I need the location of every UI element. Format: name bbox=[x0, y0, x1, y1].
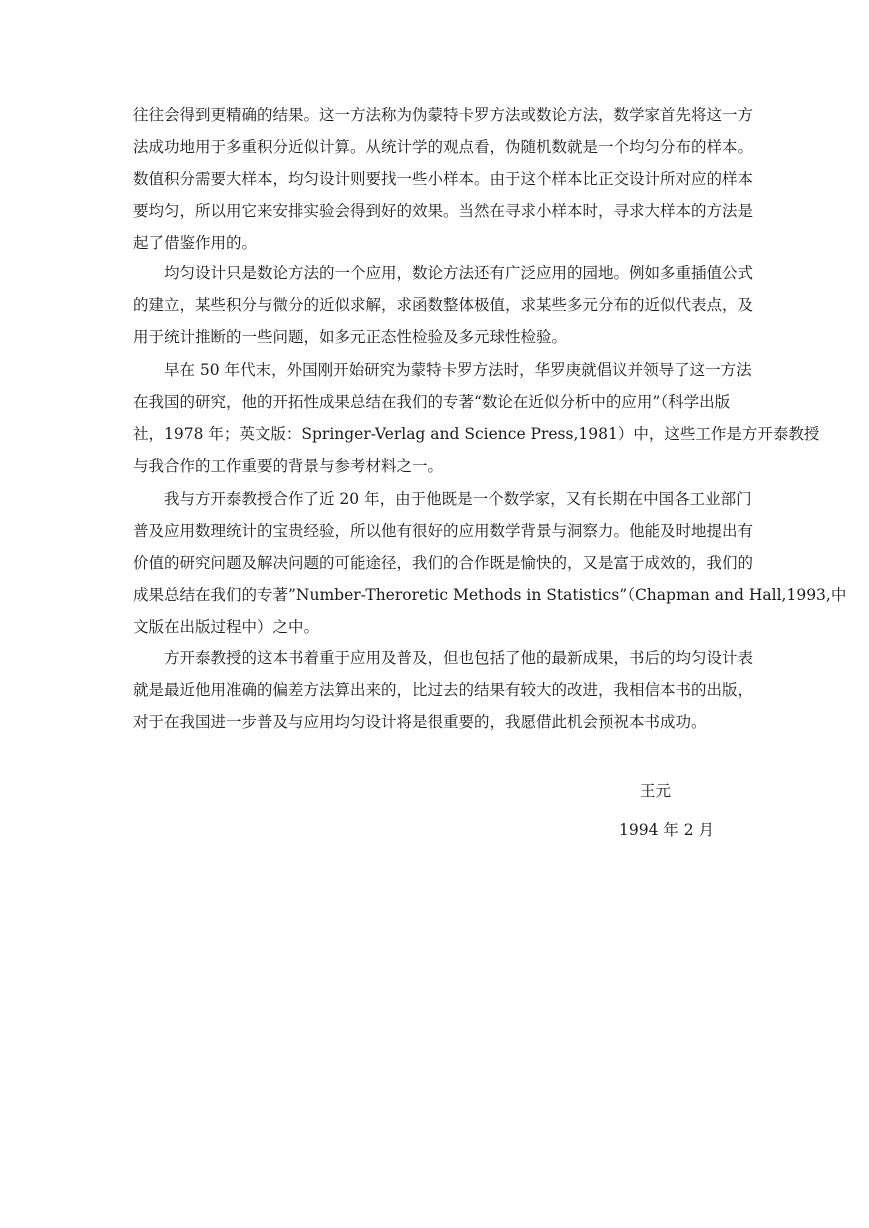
paragraph-line: 成果总结在我们的专著”Number-Theroretic Methods in Statistics”（Chapman and Hall,1993,中 bbox=[133, 586, 847, 604]
paragraph-1 bbox=[133, 99, 753, 259]
paragraph-5 bbox=[133, 642, 753, 738]
paragraph-line: 往往会得到更精确的结果。这一方法称为伪蒙特卡罗方法或数论方法，数学家首先将这一方 bbox=[133, 106, 754, 124]
paragraph-2 bbox=[133, 257, 753, 353]
paragraph-line: 方开泰教授的这本书着重于应用及普及，但也包括了他的最新成果，书后的均匀设计表 bbox=[164, 649, 754, 667]
paragraph-line: 法成功地用于多重积分近似计算。从统计学的观点看，伪随机数就是一个均匀分布的样本。 bbox=[133, 138, 754, 156]
paragraph-line: 我与方开泰教授合作了近 20 年，由于他既是一个数学家，又有长期在中国各工业部门 bbox=[164, 490, 752, 508]
paragraph-line: 均匀设计只是数论方法的一个应用，数论方法还有广泛应用的园地。例如多重插值公式 bbox=[164, 264, 754, 282]
paragraph-line: 就是最近他用准确的偏差方法算出来的，比过去的结果有较大的改进，我相信本书的出版， bbox=[133, 681, 754, 699]
paragraph-line: 价值的研究问题及解决问题的可能途径，我们的合作既是愉快的，又是富于成效的，我们的 bbox=[133, 554, 754, 572]
paragraph-line: 早在 50 年代末，外国刚开始研究为蒙特卡罗方法时，华罗庚就倡议并领导了这一方法 bbox=[164, 361, 752, 379]
paragraph-4 bbox=[133, 483, 847, 643]
paragraph-line: 对于在我国进一步普及与应用均匀设计将是很重要的，我愿借此机会预祝本书成功。 bbox=[133, 713, 707, 731]
signature-name: 王元 bbox=[640, 782, 672, 800]
paragraph-line: 在我国的研究，他的开拓性成果总结在我们的专著“数论在近似分析中的应用”（科学出版 bbox=[133, 393, 731, 411]
paragraph-line: 的建立，某些积分与微分的近似求解，求函数整体极值，求某些多元分布的近似代表点，及 bbox=[133, 296, 754, 314]
paragraph-line: 普及应用数理统计的宝贵经验，所以他有很好的应用数学背景与洞察力。他能及时地提出有 bbox=[133, 522, 754, 540]
paragraph-line: 数值积分需要大样本，均匀设计则要找一些小样本。由于这个样本比正交设计所对应的样本 bbox=[133, 170, 754, 188]
paragraph-line: 与我合作的工作重要的背景与参考材料之一。 bbox=[133, 457, 444, 475]
paragraph-line: 用于统计推断的一些问题，如多元正态性检验及多元球性检验。 bbox=[133, 328, 568, 346]
paragraph-3 bbox=[133, 354, 820, 482]
paragraph-line: 要均匀，所以用它来安排实验会得到好的效果。当然在寻求小样本时，寻求大样本的方法是 bbox=[133, 202, 754, 220]
paragraph-line: 社，1978 年；英文版：Springer-Verlag and Science Press,1981）中，这些工作是方开泰教授 bbox=[133, 425, 820, 443]
paragraph-line: 文版在出版过程中）之中。 bbox=[133, 618, 320, 636]
signature-date: 1994 年 2 月 bbox=[619, 821, 715, 839]
paragraph-line: 起了借鉴作用的。 bbox=[133, 234, 258, 252]
